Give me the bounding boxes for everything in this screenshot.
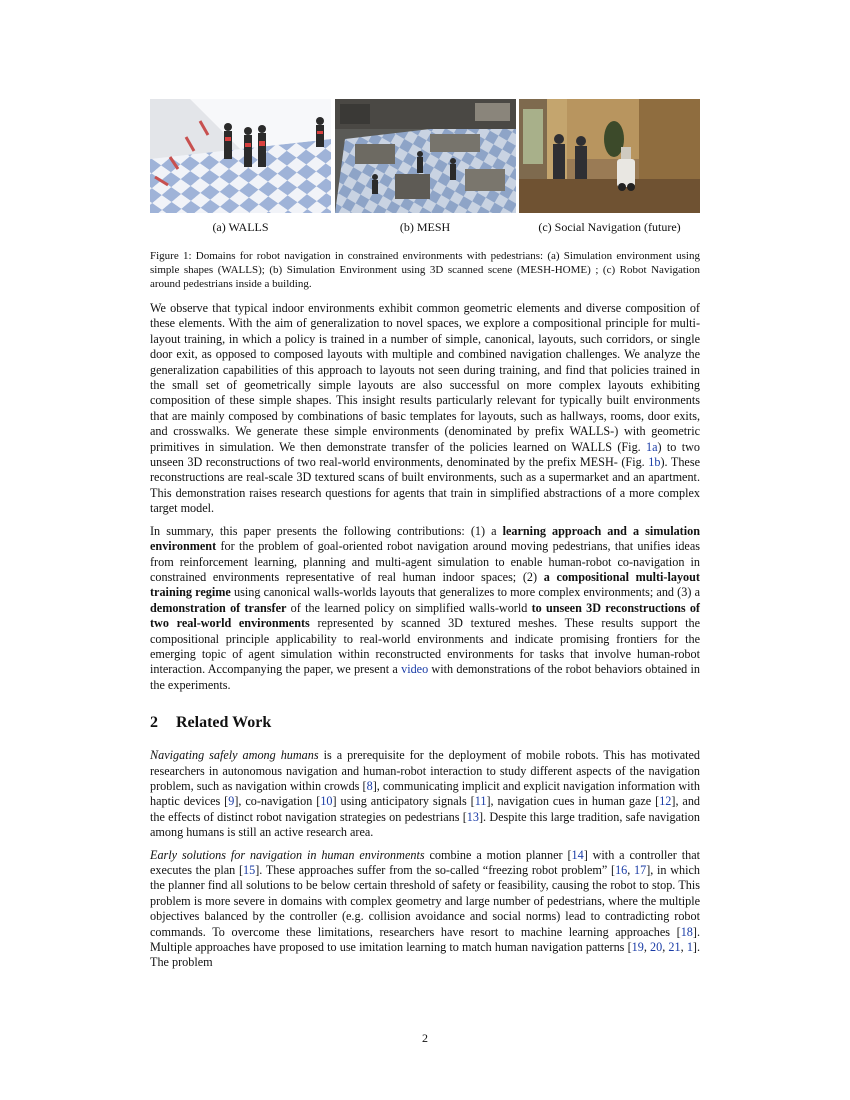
citation-link[interactable]: 20 [650, 940, 663, 955]
subcaption-social-navigation: (c) Social Navigation (future) [538, 220, 681, 234]
citation-link[interactable]: 19 [631, 940, 644, 955]
figure-panel-walls [150, 99, 331, 235]
citation-link[interactable]: 17 [634, 863, 647, 877]
section-number: 2 [150, 714, 158, 732]
citation-link[interactable]: 11 [474, 794, 487, 809]
citation-link[interactable]: 15 [243, 863, 256, 877]
section-heading-related-work [150, 714, 700, 732]
related-paragraph-1: Navigating safely among humans is a prerequisite for the deployment of mobile robots. This has motivated researchers in autonomous navigation and human-robot interaction to study different aspects of the navigation problem, such as navigation within crowds [8], communicating implicit and explicit navigation information with haptic devices [9], co-navigation [10] using anticipatory signals [11], navigation cues in human gaze [12], and the effects of distinct robot navigation strategies on pedestrians [13]. Despite this large tradition, safe navigation among humans is still an active research area. [150, 748, 701, 840]
subcaption-walls: (a) WALLS [212, 220, 269, 234]
social-navigation-photo [519, 99, 700, 213]
mesh-scan-image [335, 99, 516, 213]
citation-link[interactable]: 8 [366, 778, 373, 793]
subcaption-mesh: (b) MESH [399, 220, 451, 234]
citation-link[interactable]: 10 [320, 794, 333, 809]
citation-link[interactable]: 13 [466, 809, 479, 824]
citation-link[interactable]: 12 [659, 794, 672, 809]
citation-link[interactable]: 21 [668, 940, 681, 955]
related-paragraph-2: Early solutions for navigation in human environments combine a motion planner [14] with a controller that executes the plan [15]. These approaches suffer from the so-called “freezing robot problem” [16, 17], in which the planner find all solutions to be below certain threshold of safety or feasibility, causing the robot to stop. This problem is more severe in domains with complex geometry and large number of pedestrians, where the multiple objectives balanced by the controller (e.g. collision avoidance and social norms) lead to contradicting robot commands. To overcome these limitations, researchers have resort to machine learning approaches [18]. Multiple approaches have proposed to use imitation learning to match human navigation patterns [19, 20, 21, 1]. The problem [150, 847, 701, 970]
intro-paragraph-1: We observe that typical indoor environments exhibit common geometric elements and diverse composition of these elements. With the aim of generalization to novel spaces, we explore a compositional principle for multi-layout training, in which a policy is trained in a number of simple, canonical, layouts, such corridors, or single door exit, as opposed to composed layouts with multiple and combined navigation challenges. We analyze the generalization capabilities of this approach to layouts not seen during training, and find that policies trained in the small set of geometrically simple layouts are also successful on more complex layouts exhibiting composition of these simple shapes. This insight results particularly relevant for typically built environments that are mainly composed by combinations of basic templates for layouts, such as hallways, rooms, door exits, and crosswalks. We generate these simple environments (denominated by prefix WALLS-) with geometric primitives in simulation. We then demonstrate transfer of the policies learned on WALLS (Fig. 1a) to two unseen 3D reconstructions of two real-world environments, denominated by the prefix MESH- (Fig. 1b). These reconstructions are real-scale 3D textured scans of built environments, such as a supermarket and an apartment. This demonstration raises research questions for agents that train in simplified abstractions of a more complex target model. [150, 301, 700, 516]
figure-panel-social [519, 99, 700, 235]
citation-link[interactable]: 18 [680, 924, 693, 939]
walls-simulation-image [150, 99, 331, 213]
citation-link[interactable]: 9 [228, 794, 235, 809]
intro-paragraph-2: In summary, this paper presents the following contributions: (1) a learning approach and a simulation environment for the problem of goal-oriented robot navigation around moving pedestrians, that unifies ideas from reinforcement learning, planning and multi-agent simulation to enable human-robot co-navigation in constrained environments representative of real human indoor spaces; (2) a compositional multi-layout training regime using canonical walls-worlds layouts that generalizes to more complex environments; and (3) a demonstration of transfer of the learned policy on simplified walls-world to unseen 3D reconstructions of two real-world environments represented by scanned 3D textured meshes. These results support the compositional principle applicability to real-world environments and indicate promising frontiers for the emerging topic of agent simulation within reconstructed environments for tasks that involve human-robot interaction. Accompanying the paper, we present a video with demonstrations of the robot behaviors obtained in the experiments. [150, 523, 701, 692]
section-title: Related Work [176, 714, 272, 732]
figure-ref-1a-link[interactable]: 1a [646, 439, 658, 454]
citation-link[interactable]: 1 [686, 940, 693, 955]
figure-ref-1b-link[interactable]: 1b [648, 455, 661, 470]
citation-link[interactable]: 16 [615, 863, 628, 877]
figure-caption: Figure 1: Domains for robot navigation in constrained environments with pedestrians: (a) Simulation environment using simple shapes (WALLS); (b) Simulation Environment using 3D scanned scene (MESH-HOME) ; (c) Robot Navigation around pedestrians inside a building. [150, 250, 700, 290]
citation-link[interactable]: 14 [571, 847, 584, 862]
page-number: 2 [422, 1031, 428, 1045]
figure-1 [150, 99, 700, 235]
video-link[interactable]: video [401, 662, 429, 677]
figure-panel-mesh [335, 99, 516, 235]
page-content [150, 99, 700, 971]
